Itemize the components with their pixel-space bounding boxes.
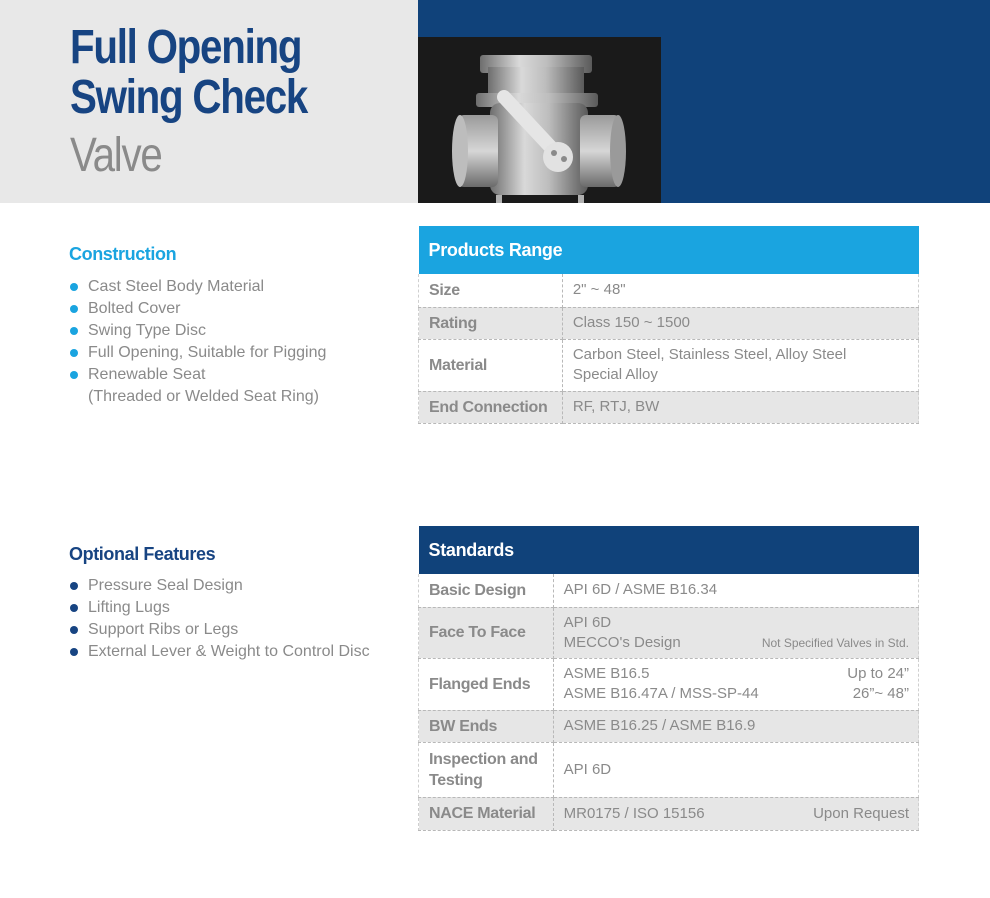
row-value bbox=[562, 339, 918, 391]
row-note: Up to 24” bbox=[847, 665, 909, 682]
list-item-text: Renewable Seat bbox=[88, 366, 206, 383]
table-row bbox=[419, 391, 919, 423]
bullet-icon bbox=[70, 604, 78, 612]
row-value: ASME B16.25 / ASME B16.9 bbox=[553, 710, 918, 742]
table-row bbox=[419, 710, 919, 742]
row-label: Rating bbox=[419, 307, 563, 339]
row-value bbox=[553, 658, 918, 710]
row-value-line: Special Alloy bbox=[572, 366, 658, 383]
list-item bbox=[70, 364, 326, 386]
table-row bbox=[419, 307, 919, 339]
row-note: 26”~ 48” bbox=[852, 685, 909, 702]
valve-photo bbox=[418, 37, 661, 203]
standards-heading: Standards bbox=[419, 526, 919, 574]
list-item bbox=[70, 320, 326, 342]
bullet-icon bbox=[70, 327, 78, 335]
bullet-icon bbox=[70, 371, 78, 379]
list-item bbox=[70, 342, 326, 364]
row-label: Basic Design bbox=[419, 574, 554, 607]
row-value: Class 150 ~ 1500 bbox=[562, 307, 918, 339]
list-item-text: Pressure Seal Design bbox=[88, 577, 243, 594]
list-item bbox=[70, 298, 326, 320]
row-value: RF, RTJ, BW bbox=[562, 391, 918, 423]
list-item bbox=[70, 619, 370, 641]
list-item-text: Support Ribs or Legs bbox=[88, 621, 239, 638]
list-item-text: Swing Type Disc bbox=[88, 322, 206, 339]
list-item-text: Cast Steel Body Material bbox=[88, 278, 265, 295]
row-value bbox=[553, 797, 918, 830]
row-value-line: Carbon Steel, Stainless Steel, Alloy Steel bbox=[572, 346, 847, 363]
row-value-text: ASME B16.47A / MSS-SP-44 bbox=[563, 685, 759, 702]
list-item-text: Full Opening, Suitable for Pigging bbox=[88, 344, 327, 361]
row-value: API 6D bbox=[553, 742, 918, 797]
row-value-line bbox=[564, 664, 909, 684]
row-value-line bbox=[564, 804, 909, 824]
products-range-table bbox=[418, 226, 919, 424]
row-label-line: Testing bbox=[429, 771, 483, 789]
row-value-line: API 6D bbox=[563, 613, 612, 631]
bullet-icon bbox=[70, 648, 78, 656]
title-line-1: Full Opening bbox=[70, 21, 302, 74]
list-item bbox=[70, 575, 370, 597]
list-item-continuation: (Threaded or Welded Seat Ring) bbox=[88, 388, 319, 405]
row-value: API 6D / ASME B16.34 bbox=[553, 574, 918, 607]
list-item-text: Lifting Lugs bbox=[88, 599, 170, 616]
list-item-text: Bolted Cover bbox=[88, 300, 181, 317]
row-label: End Connection bbox=[419, 391, 563, 423]
construction-list bbox=[70, 276, 326, 408]
table-row bbox=[419, 574, 919, 607]
table-row bbox=[419, 274, 919, 307]
table-row bbox=[419, 797, 919, 830]
standards-table bbox=[418, 526, 919, 831]
bullet-icon bbox=[70, 349, 78, 357]
row-value-line bbox=[564, 684, 909, 704]
optional-features-heading: Optional Features bbox=[69, 544, 216, 564]
table-row bbox=[419, 607, 919, 658]
bullet-icon bbox=[70, 283, 78, 291]
list-item bbox=[70, 597, 370, 619]
list-item bbox=[70, 276, 326, 298]
row-label: BW Ends bbox=[419, 710, 554, 742]
row-value-text: MECCO's Design bbox=[563, 633, 681, 651]
row-value-text: MR0175 / ISO 15156 bbox=[563, 804, 705, 822]
row-label: Face To Face bbox=[419, 607, 554, 658]
table-row bbox=[419, 339, 919, 391]
row-value bbox=[553, 607, 918, 658]
optional-features-list bbox=[70, 575, 370, 663]
list-item bbox=[70, 641, 370, 663]
row-value-line bbox=[564, 633, 909, 653]
table-row bbox=[419, 658, 919, 710]
list-item-text: External Lever & Weight to Control Disc bbox=[88, 643, 370, 660]
bullet-icon bbox=[70, 582, 78, 590]
row-note: Upon Request bbox=[813, 804, 909, 822]
swing-check-valve-image bbox=[418, 37, 661, 203]
row-label bbox=[419, 742, 554, 797]
row-label: NACE Material bbox=[419, 797, 554, 830]
bullet-icon bbox=[70, 305, 78, 313]
row-value-text: ASME B16.5 bbox=[563, 665, 650, 682]
construction-heading: Construction bbox=[69, 244, 177, 264]
row-label-line: Inspection and bbox=[429, 750, 538, 768]
row-label: Flanged Ends bbox=[419, 658, 554, 710]
table-row bbox=[419, 742, 919, 797]
products-range-heading: Products Range bbox=[419, 226, 919, 274]
bullet-icon bbox=[70, 626, 78, 634]
row-label: Material bbox=[419, 339, 563, 391]
title-line-3: Valve bbox=[70, 129, 162, 182]
row-value: 2" ~ 48" bbox=[562, 274, 918, 307]
title-line-2: Swing Check bbox=[70, 71, 308, 124]
row-note: Not Specified Valves in Std. bbox=[761, 635, 909, 650]
row-label: Size bbox=[419, 274, 563, 307]
